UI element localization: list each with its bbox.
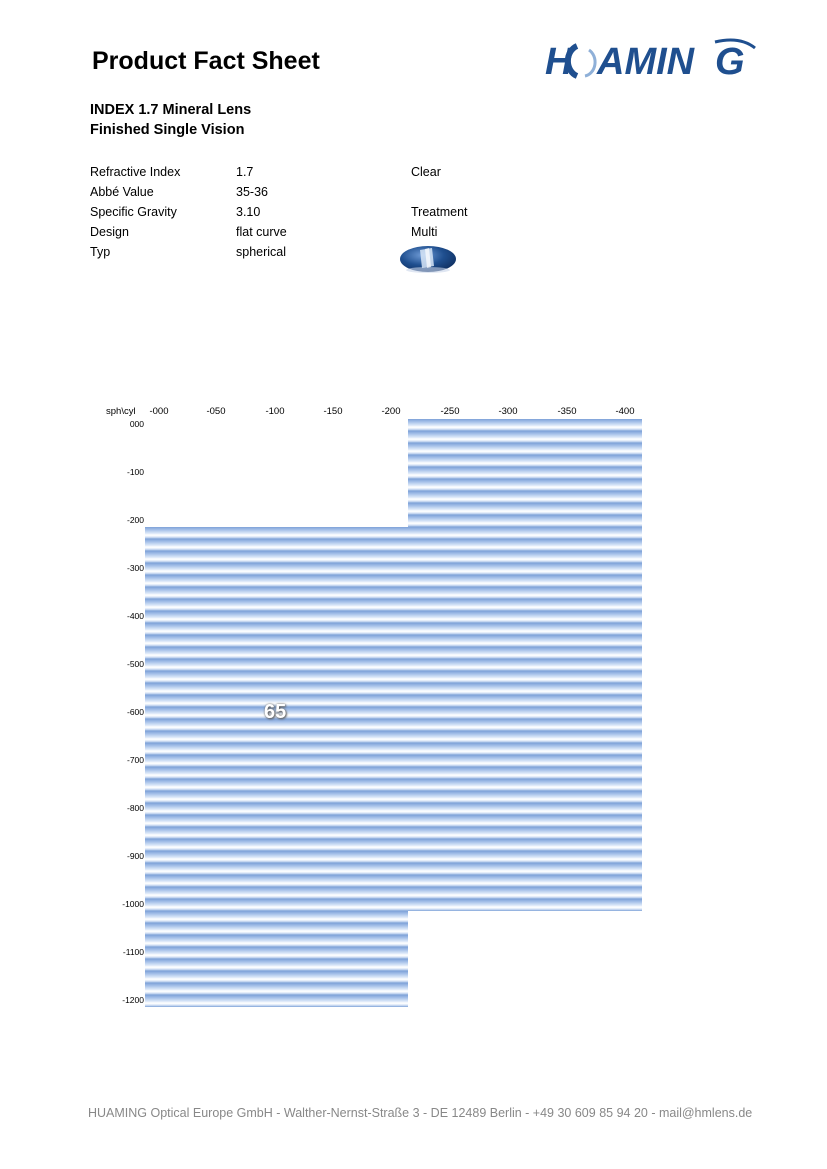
property-label: Design: [90, 225, 129, 239]
sph-label: -1100: [122, 947, 144, 957]
availability-band: [145, 911, 408, 1007]
cyl-header: -300: [498, 406, 518, 417]
property-value: 35-36: [236, 185, 268, 199]
cyl-header: -100: [265, 406, 285, 417]
property-value: 3.10: [236, 205, 261, 219]
property-label: Typ: [90, 245, 111, 259]
svg-text:AMIN: AMIN: [597, 41, 695, 82]
sph-label: -100: [126, 467, 144, 477]
property-label: Refractive Index: [90, 165, 181, 179]
sph-label: -400: [126, 611, 144, 621]
sph-label: -1000: [122, 899, 144, 909]
corner-label: sph\cyl: [106, 406, 136, 417]
cyl-header: -250: [440, 406, 460, 417]
cyl-header: -050: [206, 406, 226, 417]
property-label: Abbé Value: [90, 185, 154, 199]
treatment-label: Treatment: [411, 205, 468, 219]
cyl-header: -200: [381, 406, 401, 417]
product-type: Finished Single Vision: [90, 122, 245, 138]
sph-label: -300: [126, 563, 144, 573]
lens-diameter-label: 65: [264, 701, 287, 723]
cyl-header: -400: [615, 406, 635, 417]
svg-text:H: H: [545, 41, 573, 82]
property-value: 1.7: [236, 165, 254, 179]
property-value: spherical: [236, 245, 287, 259]
property-value: flat curve: [236, 225, 287, 239]
footer-contact: HUAMING Optical Europe GmbH - Walther-Nernst-Straße 3 - DE 12489 Berlin - +49 30 609 85 94 20 - mail@hmlens.de: [88, 1106, 753, 1120]
sph-label: -600: [126, 707, 144, 717]
cyl-header: -350: [557, 406, 577, 417]
availability-band: [145, 527, 642, 911]
property-label: Specific Gravity: [90, 205, 177, 219]
cyl-header: -150: [323, 406, 343, 417]
availability-band: [408, 419, 642, 527]
sph-label: -900: [126, 851, 144, 861]
sph-label: 000: [129, 419, 144, 429]
page-title: Product Fact Sheet: [92, 47, 320, 75]
treatment-value: Multi: [411, 225, 438, 239]
sph-label: -200: [126, 515, 144, 525]
lens-color: Clear: [411, 165, 441, 179]
sph-label: -1200: [122, 995, 144, 1005]
sph-label: -500: [126, 659, 144, 669]
sph-label: -800: [126, 803, 144, 813]
cyl-header: -000: [149, 406, 169, 417]
svg-text:G: G: [715, 41, 745, 82]
product-name: INDEX 1.7 Mineral Lens: [90, 102, 252, 118]
sph-label: -700: [126, 755, 144, 765]
